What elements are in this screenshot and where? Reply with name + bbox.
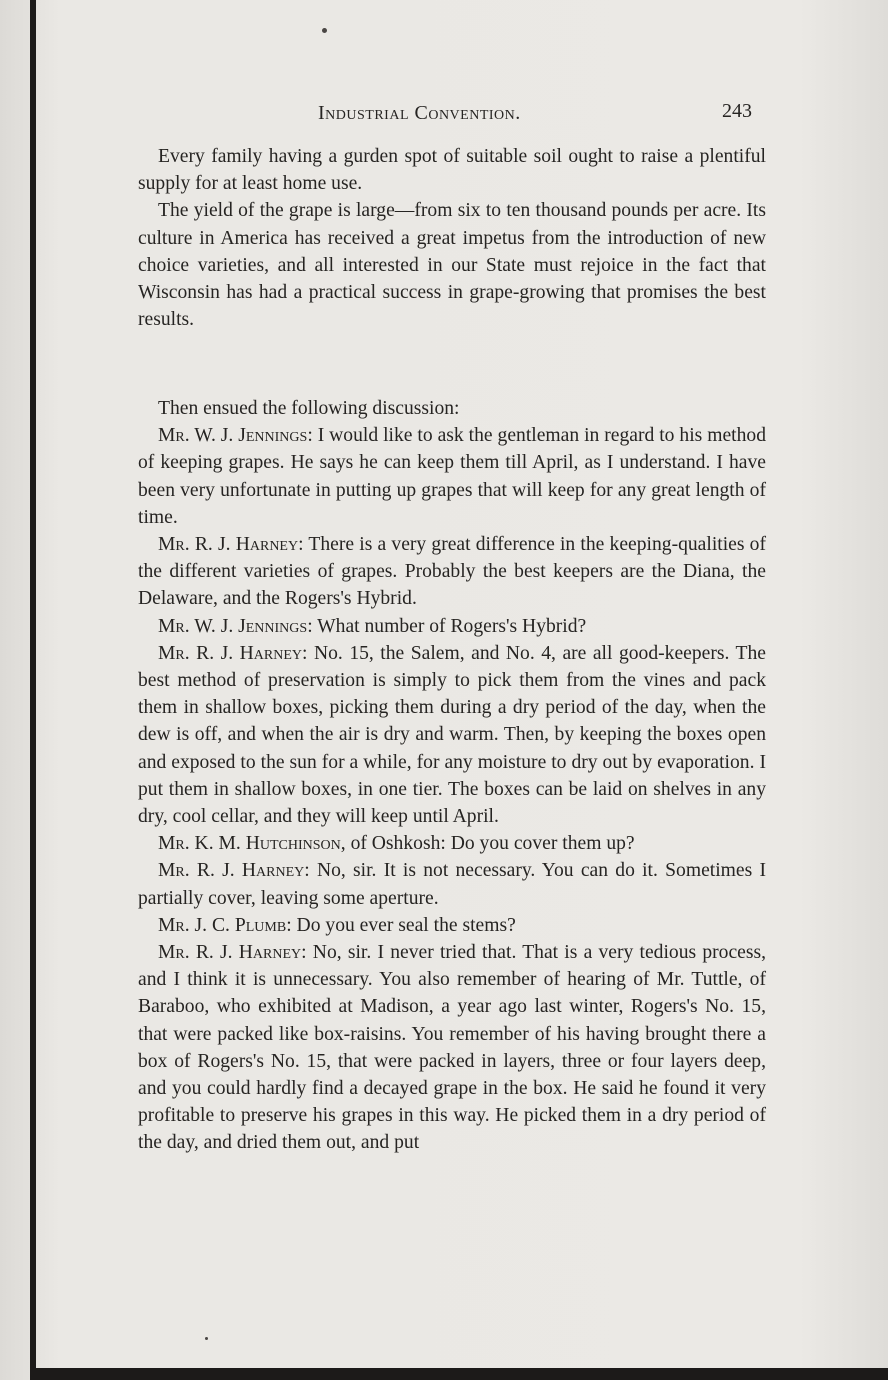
speech-text: : I would like to ask the gentleman in regard to his method of keeping grapes. He says he can keep them till April, as I understand. I have been very unfortunate in putting up grapes that will keep for any great length of time. [138, 425, 766, 528]
page-number: 243 [722, 100, 752, 122]
speech-text: : Do you ever seal the stems? [286, 914, 516, 936]
speaker-name: Mr. K. M. Hutchinson [158, 833, 341, 855]
speech-text: , of Oshkosh: Do you cover them up? [340, 833, 635, 855]
speaker-name: Mr. R. J. Harney [158, 942, 302, 964]
paragraph: The yield of the grape is large—from six to ten thousand pounds per acre. Its culture in America has received a great impetus from the introduction of new choice varieties, and all interested in our State must rejoice in the fact that Wisconsin has had a practical success in grape-growing that promises the best results. [138, 200, 766, 331]
speaker-name: Mr. W. J. Jennings [158, 425, 308, 447]
left-binding-rule [30, 0, 36, 1380]
ink-speck [322, 28, 327, 33]
speaker-name: Mr. R. J. Harney [158, 534, 299, 556]
speaker-name: Mr. W. J. Jennings [158, 615, 308, 637]
speech-text: : There is a very great difference in the keeping-qualities of the different varieties of grapes. Probably the best keepers are the Diana, the Delaware, and the Rogers's Hybrid. [138, 534, 766, 610]
discussion-exchange [138, 857, 766, 911]
speech-text: : No, sir. I never tried that. That is a very tedious process, and I think it is unnecessary. You also remember of hearing of Mr. Tuttle, of Baraboo, who exhibited at Madison, a year ago last winter, Rogers's No. 15, that were packed like box-raisins. You remember of his having brought there a box of Rogers's No. 15, that were packed in layers, three or four layers deep, and you could hardly find a decayed grape in the box. He said he found it very profitable to preserve his grapes in this way. He picked them in a dry period of the day, and dried them out, and put [138, 942, 766, 1154]
discussion-exchange [138, 613, 766, 640]
paragraph: Every family having a gurden spot of suitable soil ought to raise a plentiful supply for at least home use. [138, 146, 766, 195]
speech-text: : What number of Rogers's Hybrid? [307, 615, 587, 637]
discussion-exchange [138, 422, 766, 531]
discussion-text-block [138, 395, 766, 1157]
page-header [140, 100, 760, 130]
speech-text: : No, sir. It is not necessary. You can do it. Sometimes I partially cover, leaving some aperture. [138, 860, 766, 909]
discussion-exchange [138, 830, 766, 857]
discussion-exchange [138, 531, 766, 613]
ink-speck [205, 1337, 208, 1340]
discussion-exchange [138, 640, 766, 830]
running-title: Industrial Convention. [318, 102, 521, 124]
speech-text: : No. 15, the Salem, and No. 4, are all good-keepers. The best method of preservation is simply to pick them from the vines and pack them in shallow boxes, picking them during a dry period of the day, when the dew is off, and when the air is dry and warm. Then, by keeping the boxes open and exposed to the sun for a while, for any moisture to dry out by evaporation. I put them in shallow boxes, in one tier. The boxes can be laid on shelves in any dry, cool cellar, and they will keep until April. [138, 642, 766, 828]
speaker-name: Mr. R. J. Harney [158, 860, 305, 882]
speaker-name: Mr. J. C. Plumb [158, 914, 287, 936]
bottom-edge-rule [30, 1368, 888, 1380]
discussion-exchange [138, 939, 766, 1157]
speaker-name: Mr. R. J. Harney [158, 642, 303, 664]
discussion-exchange [138, 912, 766, 939]
intro-text-block [138, 143, 766, 333]
discussion-intro: Then ensued the following discussion: [158, 398, 460, 419]
